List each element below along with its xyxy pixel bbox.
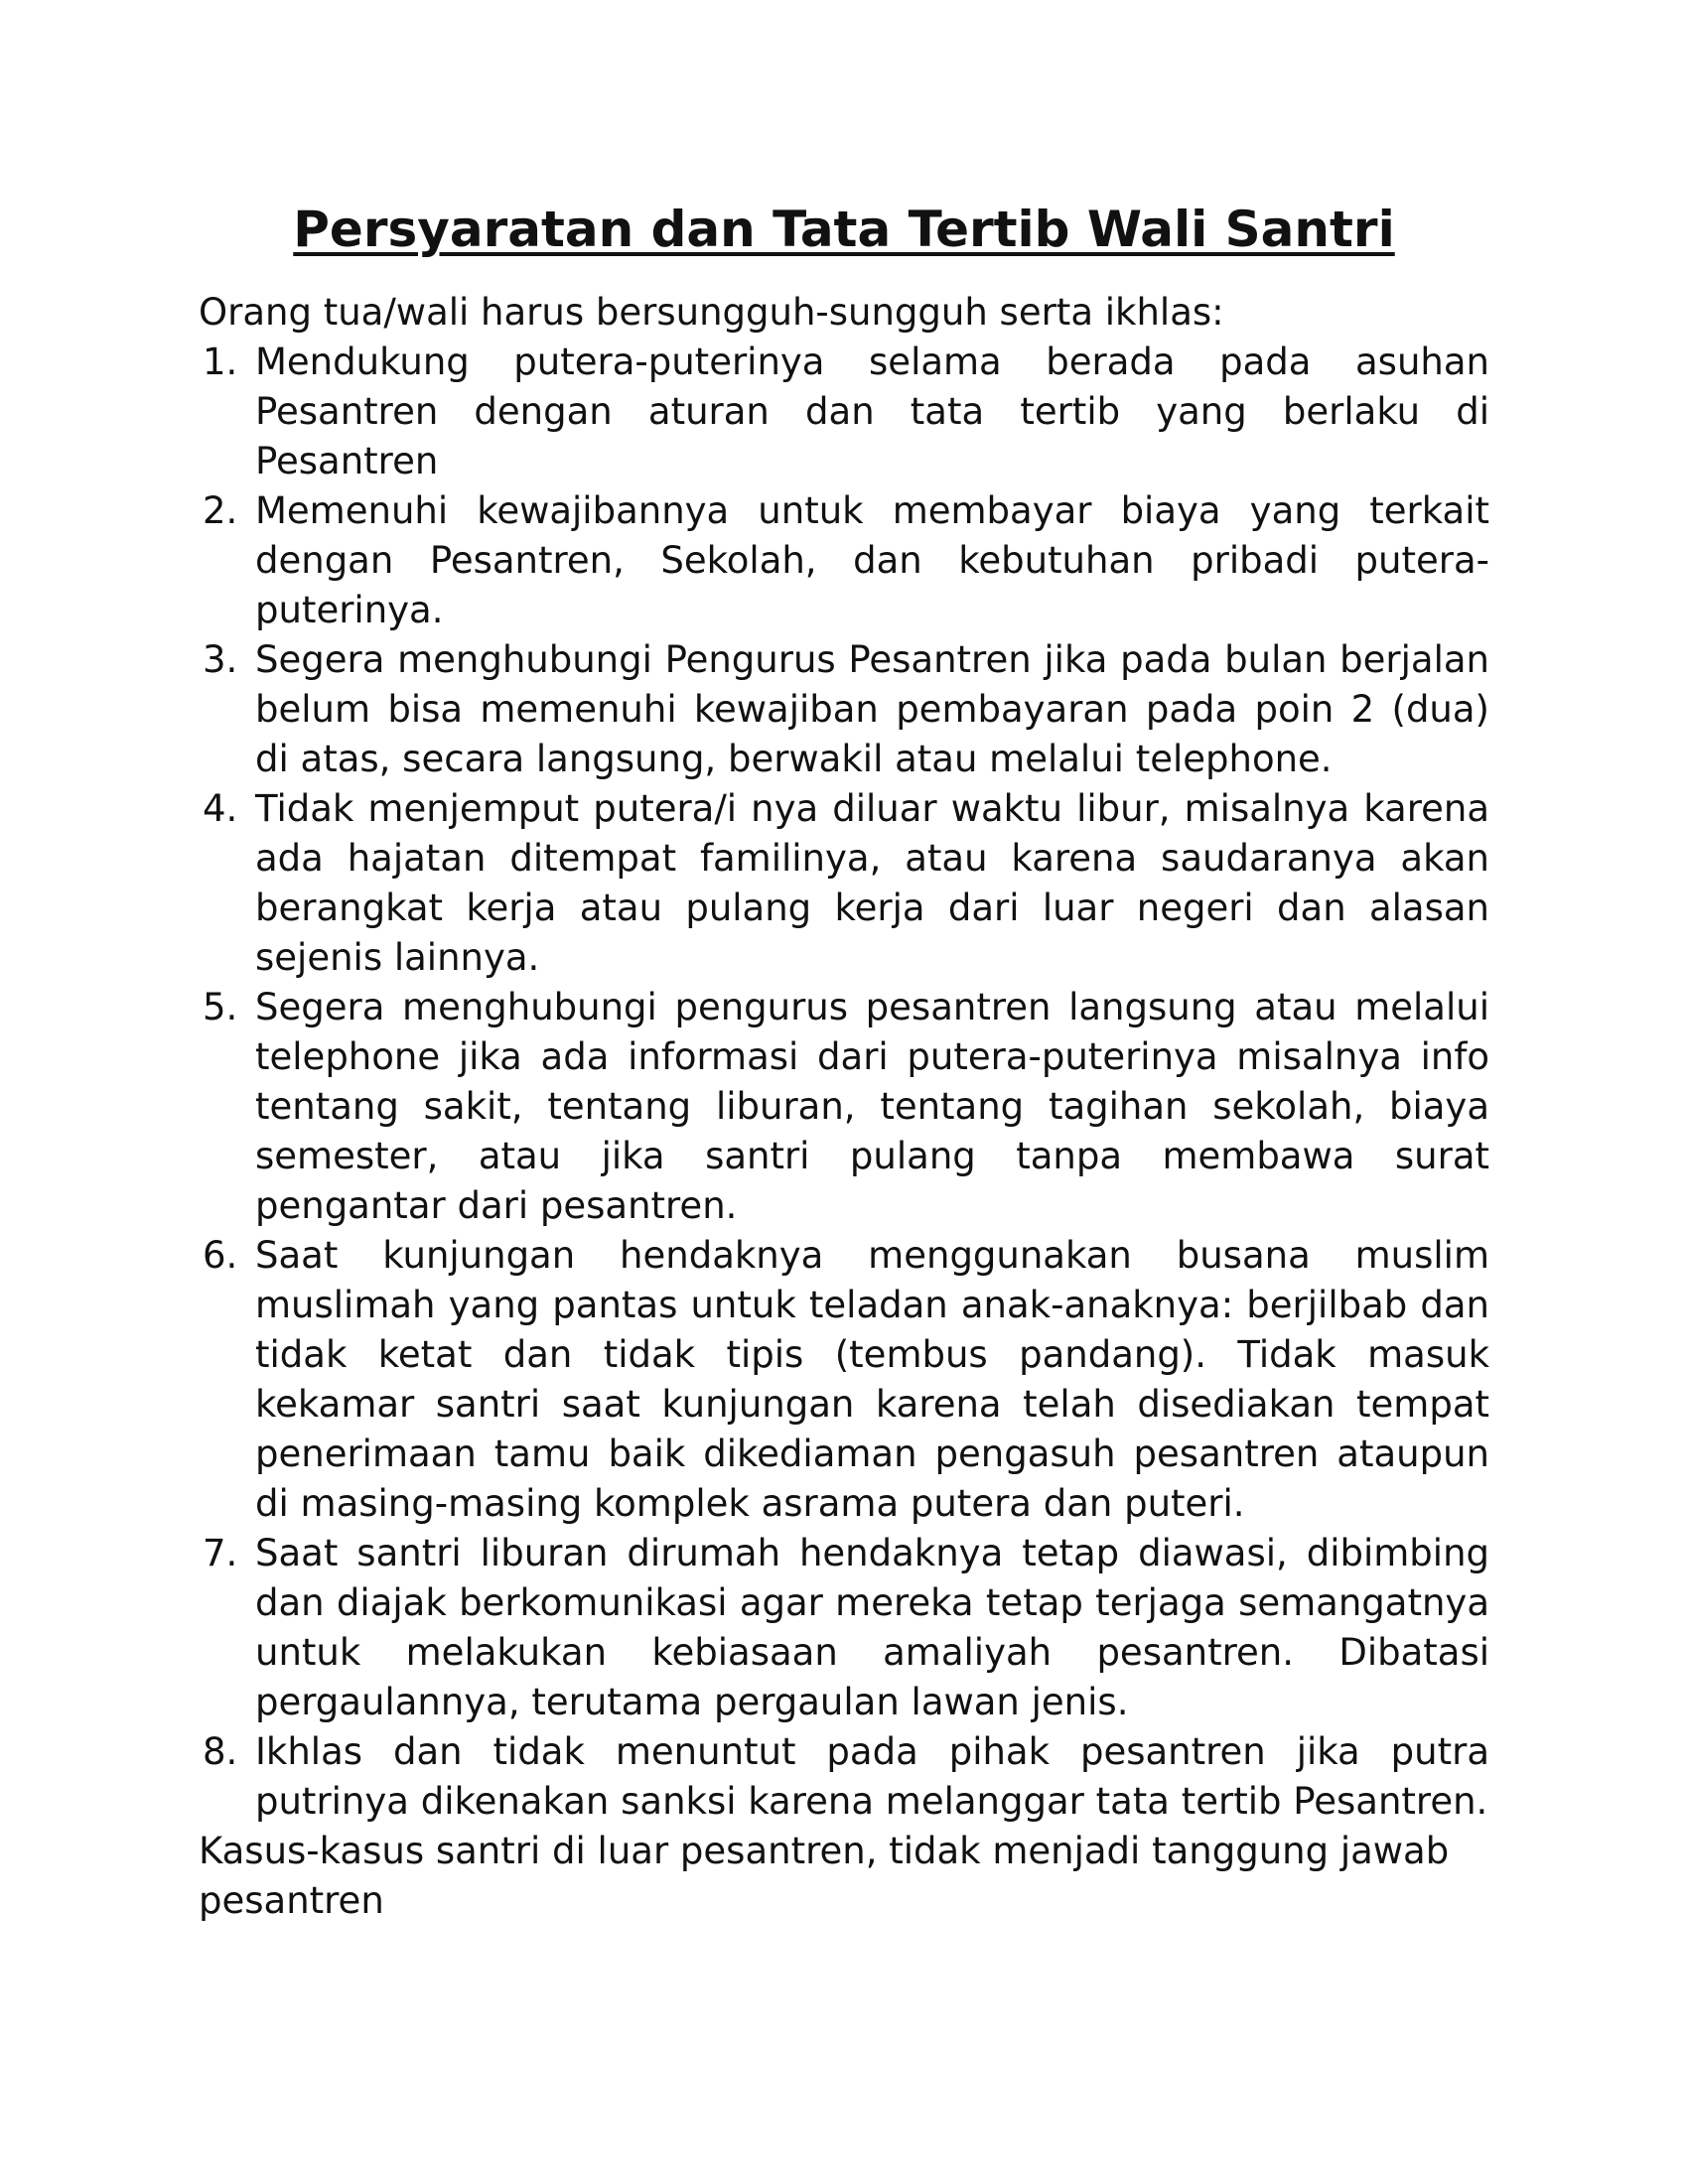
rule-number: 8. [203,1730,238,1773]
rule-text: Segera menghubungi pengurus pesantren langsung atau melalui telephone jika ada informasi dari putera-puterinya misalnya info tentang sakit, tentang liburan, tentang tagihan sekolah, biaya semester, atau jika santri pulang tanpa membawa surat pengantar dari pesantren. [255,986,1489,1227]
rule-text: Saat santri liburan dirumah hendaknya tetap diawasi, dibimbing dan diajak berkomunikasi agar mereka tetap terjaga semangatnya untuk melakukan kebiasaan amaliyah pesantren. Dibatasi pergaulannya, terutama pergaulan lawan jenis. [255,1532,1489,1723]
rule-item [199,1231,1489,1529]
rule-text: Mendukung putera-puterinya selama berada pada asuhan Pesantren dengan aturan dan tata tertib yang berlaku di Pesantren [255,341,1489,482]
rule-item [199,983,1489,1231]
rule-item [199,1727,1489,1827]
rule-text: Saat kunjungan hendaknya menggunakan busana muslim muslimah yang pantas untuk teladan anak-anaknya: berjilbab dan tidak ketat dan tidak tipis (tembus pandang). Tidak masuk kekamar santri saat kunjungan karena telah disediakan tempat penerimaan tamu baik dikediaman pengasuh pesantren ataupun di masing-masing komplek asrama putera dan puteri. [255,1234,1489,1525]
document-title: Persyaratan dan Tata Tertib Wali Santri [293,201,1395,258]
rule-number: 7. [203,1532,238,1574]
closing-line: Kasus-kasus santri di luar pesantren, tidak menjadi tanggung jawab [199,1830,1450,1872]
rule-item [199,635,1489,784]
rule-number: 4. [203,787,238,830]
rule-text: Memenuhi kewajibannya untuk membayar biaya yang terkait dengan Pesantren, Sekolah, dan kebutuhan pribadi putera-puterinya. [255,489,1489,631]
document-page [199,199,1489,1926]
rule-text: Tidak menjemput putera/i nya diluar waktu libur, misalnya karena ada hajatan ditempat familinya, atau karena saudaranya akan berangkat kerja atau pulang kerja dari luar negeri dan alasan sejenis lainnya. [255,787,1489,979]
closing-note [199,1827,1450,1926]
rule-item [199,1529,1489,1727]
rule-number: 2. [203,489,238,532]
rule-number: 5. [203,986,238,1028]
rule-item [199,486,1489,635]
rule-item [199,784,1489,983]
rule-text: Ikhlas dan tidak menuntut pada pihak pesantren jika putra putrinya dikenakan sanksi karena melanggar tata tertib Pesantren. [255,1730,1489,1823]
rule-text: Segera menghubungi Pengurus Pesantren jika pada bulan berjalan belum bisa memenuhi kewajiban pembayaran pada poin 2 (dua) di atas, secara langsung, berwakil atau melalui telephone. [255,638,1489,780]
intro-text: Orang tua/wali harus bersungguh-sungguh serta ikhlas: [199,291,1224,334]
rules-list [199,338,1489,1827]
rule-item [199,338,1489,486]
closing-line: pesantren [199,1879,384,1922]
rule-number: 3. [203,638,238,681]
rule-number: 1. [203,341,238,383]
rule-number: 6. [203,1234,238,1277]
